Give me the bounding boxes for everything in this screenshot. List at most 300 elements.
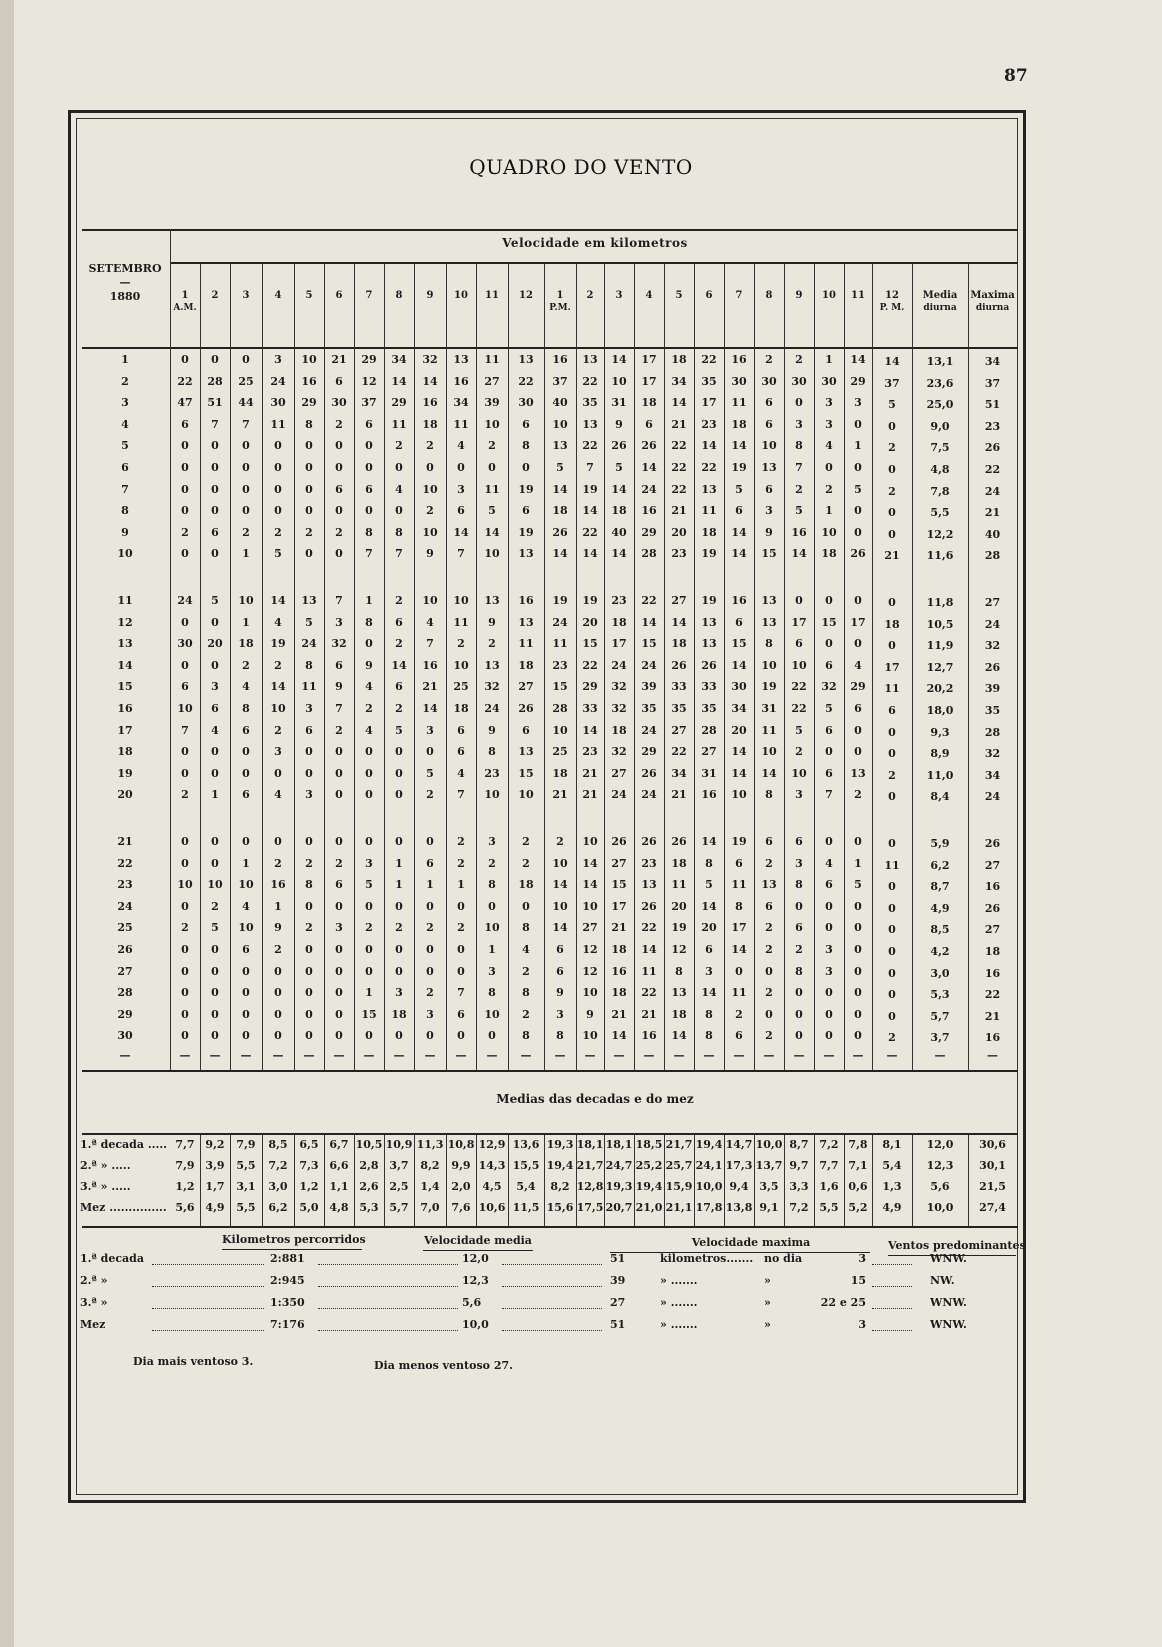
day-value-cell: 2 bbox=[735, 1008, 743, 1021]
day-value-cell: 3 bbox=[426, 724, 434, 737]
day-value-cell: 0 bbox=[274, 965, 282, 978]
day-value-cell: 35 bbox=[671, 702, 687, 715]
day-value-cell: 30 bbox=[731, 375, 747, 388]
day-value-cell: 0 bbox=[211, 616, 219, 629]
day-value-cell: 23,6 bbox=[926, 377, 954, 390]
decade-value-cell: 10,0 bbox=[755, 1138, 783, 1151]
day-value-cell: 22 bbox=[641, 594, 657, 607]
dotted-leader bbox=[872, 1330, 912, 1331]
day-value-cell: 22 bbox=[177, 375, 193, 388]
decade-value-cell: 19,4 bbox=[695, 1138, 723, 1151]
day-value-cell: 0 bbox=[888, 506, 896, 519]
day-value-cell: 0 bbox=[305, 504, 313, 517]
decade-top-rule bbox=[82, 1133, 1018, 1135]
summary-vento: WNW. bbox=[930, 1252, 967, 1265]
day-value-cell: 0 bbox=[242, 745, 250, 758]
decade-column-rule bbox=[544, 1135, 545, 1227]
day-value-cell: 6 bbox=[888, 704, 896, 717]
day-value-cell: 22 bbox=[671, 745, 687, 758]
day-value-cell: 19 bbox=[761, 680, 777, 693]
day-value-cell: 0 bbox=[305, 900, 313, 913]
day-label: 11 bbox=[117, 594, 133, 607]
day-value-cell: 16 bbox=[422, 396, 438, 409]
day-value-cell: 2 bbox=[395, 594, 403, 607]
day-value-cell: 8 bbox=[305, 418, 313, 431]
day-value-cell: 26 bbox=[850, 547, 866, 560]
day-value-cell: 16 bbox=[301, 375, 317, 388]
decade-value-cell: 1,2 bbox=[299, 1180, 319, 1193]
decade-value-cell: 1,2 bbox=[175, 1180, 195, 1193]
day-value-cell: 24 bbox=[301, 637, 317, 650]
hour-header-top: Maxima bbox=[970, 290, 1015, 301]
column-rule bbox=[324, 264, 325, 1071]
day-value-cell: 0 bbox=[181, 857, 189, 870]
day-value-cell: 27 bbox=[582, 921, 598, 934]
day-value-cell: 0 bbox=[854, 745, 862, 758]
decade-label: 3.ª » ..... bbox=[80, 1180, 131, 1193]
day-value-cell: 6 bbox=[395, 616, 403, 629]
day-value-cell: 12,7 bbox=[926, 661, 954, 674]
decade-value-cell: 20,7 bbox=[605, 1201, 633, 1214]
day-value-cell: 8 bbox=[365, 616, 373, 629]
day-value-cell: 15 bbox=[641, 637, 657, 650]
day-value-cell: 0 bbox=[335, 504, 343, 517]
day-value-cell: 0 bbox=[854, 900, 862, 913]
day-value-cell: 1 bbox=[242, 857, 250, 870]
dotted-leader bbox=[152, 1286, 264, 1287]
day-value-cell: 28 bbox=[641, 547, 657, 560]
day-value-cell: 10 bbox=[821, 526, 837, 539]
day-value-cell: 4 bbox=[242, 900, 250, 913]
day-value-cell: 7 bbox=[335, 702, 343, 715]
decade-value-cell: 15,9 bbox=[665, 1180, 693, 1193]
day-value-cell: 0 bbox=[795, 594, 803, 607]
day-value-cell: 26 bbox=[671, 835, 687, 848]
day-value-cell: 10 bbox=[207, 878, 223, 891]
day-value-cell: 26 bbox=[641, 900, 657, 913]
day-value-cell: 14 bbox=[484, 526, 500, 539]
day-value-cell: 0 bbox=[795, 900, 803, 913]
day-value-cell: 2 bbox=[395, 439, 403, 452]
day-value-cell: 17 bbox=[701, 396, 717, 409]
decade-value-cell: 1,6 bbox=[819, 1180, 839, 1193]
day-value-cell: 0 bbox=[335, 943, 343, 956]
hour-column-header bbox=[604, 290, 634, 302]
decade-value-cell: 13,6 bbox=[512, 1138, 540, 1151]
decade-column-rule bbox=[872, 1135, 873, 1227]
decade-value-cell: 7,7 bbox=[819, 1159, 839, 1172]
day-label: 26 bbox=[117, 943, 133, 956]
day-value-cell: 14 bbox=[731, 745, 747, 758]
day-value-cell: 17 bbox=[850, 616, 866, 629]
day-value-cell: 2 bbox=[556, 835, 564, 848]
day-value-cell: 18 bbox=[821, 547, 837, 560]
day-value-cell: 11 bbox=[761, 724, 777, 737]
day-value-cell: 0 bbox=[365, 767, 373, 780]
dotted-leader bbox=[152, 1264, 264, 1265]
day-value-cell: 6 bbox=[211, 526, 219, 539]
summary-dia-label: » bbox=[764, 1296, 771, 1309]
decade-value-cell: 12,3 bbox=[926, 1159, 954, 1172]
day-value-cell: 30 bbox=[270, 396, 286, 409]
day-value-cell: 1 bbox=[825, 504, 833, 517]
day-value-cell: 7 bbox=[457, 547, 465, 560]
day-value-cell: 2 bbox=[426, 439, 434, 452]
day-value-cell: 27 bbox=[671, 724, 687, 737]
dash-cell: — bbox=[823, 1049, 835, 1062]
decade-column-rule bbox=[814, 1135, 815, 1227]
day-value-cell: 24 bbox=[641, 788, 657, 801]
day-value-cell: 11 bbox=[270, 418, 286, 431]
day-value-cell: 8,5 bbox=[930, 923, 950, 936]
day-value-cell: 0 bbox=[181, 943, 189, 956]
day-value-cell: 0 bbox=[181, 767, 189, 780]
day-value-cell: 14 bbox=[850, 353, 866, 366]
day-value-cell: 6 bbox=[395, 680, 403, 693]
day-value-cell: 0 bbox=[242, 1008, 250, 1021]
day-value-cell: 5 bbox=[615, 461, 623, 474]
day-value-cell: 7 bbox=[457, 788, 465, 801]
day-value-cell: 7 bbox=[242, 418, 250, 431]
day-value-cell: 0 bbox=[395, 835, 403, 848]
day-value-cell: 3 bbox=[765, 504, 773, 517]
day-value-cell: 9 bbox=[488, 724, 496, 737]
day-value-cell: 0 bbox=[211, 943, 219, 956]
day-value-cell: 27 bbox=[984, 596, 1001, 609]
decade-value-cell: 7,6 bbox=[451, 1201, 471, 1214]
day-label: 3 bbox=[121, 396, 129, 409]
day-value-cell: 19 bbox=[701, 594, 717, 607]
day-value-cell: 11 bbox=[301, 680, 317, 693]
day-value-cell: 2 bbox=[365, 702, 373, 715]
decade-value-cell: 6,5 bbox=[299, 1138, 319, 1151]
day-value-cell: 14 bbox=[391, 375, 407, 388]
decade-value-cell: 7,9 bbox=[175, 1159, 195, 1172]
day-value-cell: 10 bbox=[582, 900, 598, 913]
day-value-cell: 9 bbox=[488, 616, 496, 629]
day-value-cell: 14 bbox=[671, 616, 687, 629]
hour-column-header bbox=[814, 290, 844, 302]
decade-column-rule bbox=[754, 1135, 755, 1227]
decade-value-cell: 30,1 bbox=[979, 1159, 1006, 1172]
day-value-cell: 24 bbox=[177, 594, 193, 607]
summary-dia-label: » bbox=[764, 1274, 771, 1287]
day-value-cell: 6 bbox=[825, 878, 833, 891]
day-value-cell: 1 bbox=[242, 547, 250, 560]
day-value-cell: 0 bbox=[335, 965, 343, 978]
day-value-cell: 0 bbox=[795, 986, 803, 999]
day-value-cell: 23 bbox=[984, 420, 1001, 433]
day-value-cell: 14 bbox=[552, 878, 568, 891]
day-value-cell: 32 bbox=[821, 680, 837, 693]
day-value-cell: 39 bbox=[641, 680, 657, 693]
day-value-cell: 30 bbox=[791, 375, 807, 388]
day-value-cell: 6 bbox=[181, 680, 189, 693]
day-value-cell: 5 bbox=[395, 724, 403, 737]
decade-value-cell: 3,3 bbox=[789, 1180, 809, 1193]
day-value-cell: 7 bbox=[457, 986, 465, 999]
column-rule bbox=[634, 264, 635, 1071]
hour-column-header bbox=[576, 290, 604, 302]
day-value-cell: 14 bbox=[731, 526, 747, 539]
day-value-cell: 5 bbox=[211, 594, 219, 607]
day-value-cell: 2 bbox=[488, 637, 496, 650]
day-value-cell: 4 bbox=[522, 943, 530, 956]
hour-header-top: 3 bbox=[615, 290, 623, 301]
day-value-cell: 0 bbox=[211, 504, 219, 517]
day-value-cell: 0 bbox=[242, 1029, 250, 1042]
day-value-cell: 8,7 bbox=[930, 880, 950, 893]
day-value-cell: 2 bbox=[426, 504, 434, 517]
decade-value-cell: 3,1 bbox=[236, 1180, 256, 1193]
decade-value-cell: 11,5 bbox=[512, 1201, 540, 1214]
day-value-cell: 14 bbox=[671, 396, 687, 409]
column-rule bbox=[476, 264, 477, 1071]
day-value-cell: 10 bbox=[484, 921, 500, 934]
medias-caption: Medias das decadas e do mez bbox=[496, 1092, 694, 1106]
day-value-cell: 0 bbox=[395, 745, 403, 758]
day-value-cell: 19 bbox=[518, 483, 534, 496]
day-value-cell: 14 bbox=[422, 702, 438, 715]
day-value-cell: 5 bbox=[825, 702, 833, 715]
day-value-cell: 0 bbox=[854, 921, 862, 934]
day-value-cell: 0 bbox=[305, 943, 313, 956]
day-value-cell: 30 bbox=[731, 680, 747, 693]
day-value-cell: 0 bbox=[395, 461, 403, 474]
day-value-cell: 26 bbox=[611, 439, 627, 452]
decade-value-cell: 19,4 bbox=[635, 1180, 663, 1193]
decade-label: Mez ............... bbox=[80, 1201, 167, 1214]
day-value-cell: 32 bbox=[984, 639, 1001, 652]
dash-cell: — bbox=[987, 1049, 998, 1062]
day-value-cell: 34 bbox=[453, 396, 469, 409]
hour-header-top: 8 bbox=[765, 290, 773, 301]
day-value-cell: 0 bbox=[335, 835, 343, 848]
hour-header-top: 3 bbox=[242, 290, 250, 301]
day-value-cell: 27 bbox=[671, 594, 687, 607]
summary-dia: 3 bbox=[858, 1252, 866, 1265]
day-value-cell: 10,5 bbox=[926, 618, 954, 631]
day-value-cell: 0 bbox=[274, 767, 282, 780]
dash-cell: — bbox=[272, 1049, 284, 1062]
day-value-cell: 2 bbox=[795, 943, 803, 956]
day-value-cell: 14 bbox=[611, 1029, 627, 1042]
day-value-cell: 5 bbox=[211, 921, 219, 934]
day-value-cell: 2 bbox=[488, 857, 496, 870]
day-value-cell: 27 bbox=[984, 859, 1001, 872]
decade-column-rule bbox=[200, 1135, 201, 1227]
day-value-cell: 0 bbox=[211, 353, 219, 366]
dotted-leader bbox=[502, 1308, 602, 1309]
hour-column-header bbox=[414, 290, 446, 302]
day-value-cell: 4 bbox=[274, 788, 282, 801]
hour-header-top: 8 bbox=[395, 290, 403, 301]
day-value-cell: 15 bbox=[731, 637, 747, 650]
day-value-cell: 0 bbox=[854, 418, 862, 431]
day-value-cell: 1 bbox=[242, 616, 250, 629]
day-value-cell: 13 bbox=[701, 483, 717, 496]
hour-column-header bbox=[384, 290, 414, 302]
day-value-cell: 27 bbox=[484, 375, 500, 388]
day-value-cell: 0 bbox=[365, 504, 373, 517]
hour-column-header bbox=[230, 290, 262, 302]
dotted-leader bbox=[152, 1308, 264, 1309]
day-value-cell: 16 bbox=[984, 880, 1001, 893]
column-rule bbox=[294, 264, 295, 1071]
day-value-cell: 0 bbox=[888, 639, 896, 652]
day-value-cell: 0 bbox=[888, 747, 896, 760]
day-value-cell: 0 bbox=[395, 767, 403, 780]
decade-column-rule bbox=[664, 1135, 665, 1227]
day-value-cell: 20 bbox=[671, 526, 687, 539]
decade-value-cell: 10,6 bbox=[478, 1201, 506, 1214]
day-value-cell: 14 bbox=[791, 547, 807, 560]
day-value-cell: 2 bbox=[888, 769, 896, 782]
day-value-cell: 0 bbox=[274, 461, 282, 474]
day-value-cell: 1 bbox=[274, 900, 282, 913]
decade-column-rule bbox=[912, 1135, 913, 1227]
decade-value-cell: 4,5 bbox=[482, 1180, 502, 1193]
day-value-cell: 2 bbox=[181, 788, 189, 801]
day-value-cell: 18 bbox=[453, 702, 469, 715]
day-value-cell: 26 bbox=[984, 837, 1001, 850]
day-value-cell: 13 bbox=[761, 616, 777, 629]
day-value-cell: 3 bbox=[825, 965, 833, 978]
day-value-cell: 0 bbox=[795, 396, 803, 409]
day-value-cell: 13 bbox=[484, 594, 500, 607]
dotted-leader bbox=[872, 1264, 912, 1265]
column-rule bbox=[724, 264, 725, 1071]
day-value-cell: 3 bbox=[426, 1008, 434, 1021]
day-value-cell: 11 bbox=[552, 637, 568, 650]
day-value-cell: 0 bbox=[395, 504, 403, 517]
day-value-cell: 5 bbox=[705, 878, 713, 891]
day-value-cell: 0 bbox=[274, 439, 282, 452]
decade-value-cell: 10,8 bbox=[447, 1138, 475, 1151]
hour-column-header bbox=[694, 290, 724, 302]
day-value-cell: 4 bbox=[825, 857, 833, 870]
day-value-cell: 9 bbox=[556, 986, 564, 999]
day-value-cell: 0 bbox=[522, 900, 530, 913]
column-rule bbox=[872, 264, 873, 1071]
hour-header-bottom: diurna bbox=[975, 303, 1010, 313]
day-value-cell: 14 bbox=[641, 616, 657, 629]
day-value-cell: 19 bbox=[582, 594, 598, 607]
dash-cell: — bbox=[934, 1049, 946, 1062]
decade-value-cell: 7,2 bbox=[789, 1201, 809, 1214]
day-value-cell: 18 bbox=[671, 857, 687, 870]
decade-value-cell: 8,1 bbox=[882, 1138, 902, 1151]
day-value-cell: 15 bbox=[361, 1008, 377, 1021]
day-value-cell: 33 bbox=[701, 680, 717, 693]
day-value-cell: 24 bbox=[611, 659, 627, 672]
day-value-cell: 8 bbox=[675, 965, 683, 978]
day-value-cell: 26 bbox=[552, 526, 568, 539]
day-value-cell: 7 bbox=[211, 418, 219, 431]
day-value-cell: 9,3 bbox=[930, 726, 950, 739]
day-label: 8 bbox=[121, 504, 129, 517]
day-value-cell: 2 bbox=[242, 659, 250, 672]
day-value-cell: 24 bbox=[641, 724, 657, 737]
decade-value-cell: 12,9 bbox=[478, 1138, 506, 1151]
hour-column-header bbox=[294, 290, 324, 302]
day-value-cell: 7 bbox=[586, 461, 594, 474]
day-value-cell: 8 bbox=[488, 986, 496, 999]
day-value-cell: 14 bbox=[701, 986, 717, 999]
column-rule bbox=[508, 264, 509, 1071]
decade-value-cell: 10,0 bbox=[926, 1201, 954, 1214]
day-value-cell: 0 bbox=[365, 461, 373, 474]
day-value-cell: 0 bbox=[854, 965, 862, 978]
dash-cell: — bbox=[554, 1049, 566, 1062]
day-value-cell: 10 bbox=[177, 878, 193, 891]
day-value-cell: 13 bbox=[761, 878, 777, 891]
day-value-cell: 6 bbox=[825, 767, 833, 780]
day-value-cell: 5 bbox=[488, 504, 496, 517]
day-value-cell: 0 bbox=[211, 1008, 219, 1021]
day-value-cell: 6 bbox=[522, 724, 530, 737]
day-value-cell: 21 bbox=[422, 680, 438, 693]
day-value-cell: 22 bbox=[701, 353, 717, 366]
hour-header-top: 5 bbox=[675, 290, 683, 301]
day-value-cell: 26 bbox=[984, 441, 1001, 454]
day-value-cell: 25,0 bbox=[926, 398, 954, 411]
decade-column-rule bbox=[844, 1135, 845, 1227]
summary-max: 51 bbox=[610, 1318, 626, 1331]
day-value-cell: 6 bbox=[457, 504, 465, 517]
day-value-cell: 11 bbox=[518, 637, 534, 650]
decade-column-rule bbox=[784, 1135, 785, 1227]
day-value-cell: 21 bbox=[611, 1008, 627, 1021]
day-value-cell: 1 bbox=[426, 878, 434, 891]
day-value-cell: 2 bbox=[457, 857, 465, 870]
day-value-cell: 8 bbox=[765, 788, 773, 801]
decade-value-cell: 7,7 bbox=[175, 1138, 195, 1151]
day-value-cell: 0 bbox=[395, 965, 403, 978]
day-value-cell: 0 bbox=[457, 900, 465, 913]
day-value-cell: 2 bbox=[365, 921, 373, 934]
day-value-cell: 10 bbox=[552, 724, 568, 737]
day-value-cell: 3 bbox=[457, 483, 465, 496]
day-value-cell: 3 bbox=[795, 418, 803, 431]
decade-column-rule bbox=[576, 1135, 577, 1227]
decade-value-cell: 5,0 bbox=[299, 1201, 319, 1214]
decade-value-cell: 14,7 bbox=[725, 1138, 753, 1151]
decade-value-cell: 2,5 bbox=[389, 1180, 409, 1193]
day-value-cell: 10 bbox=[484, 788, 500, 801]
day-value-cell: 10 bbox=[484, 547, 500, 560]
velocity-caption-rule bbox=[170, 262, 1018, 264]
hour-column-header bbox=[968, 290, 1017, 314]
day-value-cell: 6 bbox=[735, 504, 743, 517]
day-value-cell: 24 bbox=[552, 616, 568, 629]
day-value-cell: 0 bbox=[426, 900, 434, 913]
day-label: 23 bbox=[117, 878, 133, 891]
hour-column-header bbox=[872, 290, 912, 314]
day-value-cell: 13 bbox=[641, 878, 657, 891]
day-value-cell: 8 bbox=[522, 986, 530, 999]
day-value-cell: 2 bbox=[426, 788, 434, 801]
day-value-cell: 13 bbox=[582, 353, 598, 366]
day-value-cell: 20 bbox=[701, 921, 717, 934]
day-value-cell: 2 bbox=[457, 921, 465, 934]
day-value-cell: 11 bbox=[671, 878, 687, 891]
day-value-cell: 28 bbox=[701, 724, 717, 737]
day-value-cell: 18 bbox=[422, 418, 438, 431]
day-value-cell: 6 bbox=[556, 965, 564, 978]
day-value-cell: 0 bbox=[365, 835, 373, 848]
day-value-cell: 0 bbox=[305, 965, 313, 978]
